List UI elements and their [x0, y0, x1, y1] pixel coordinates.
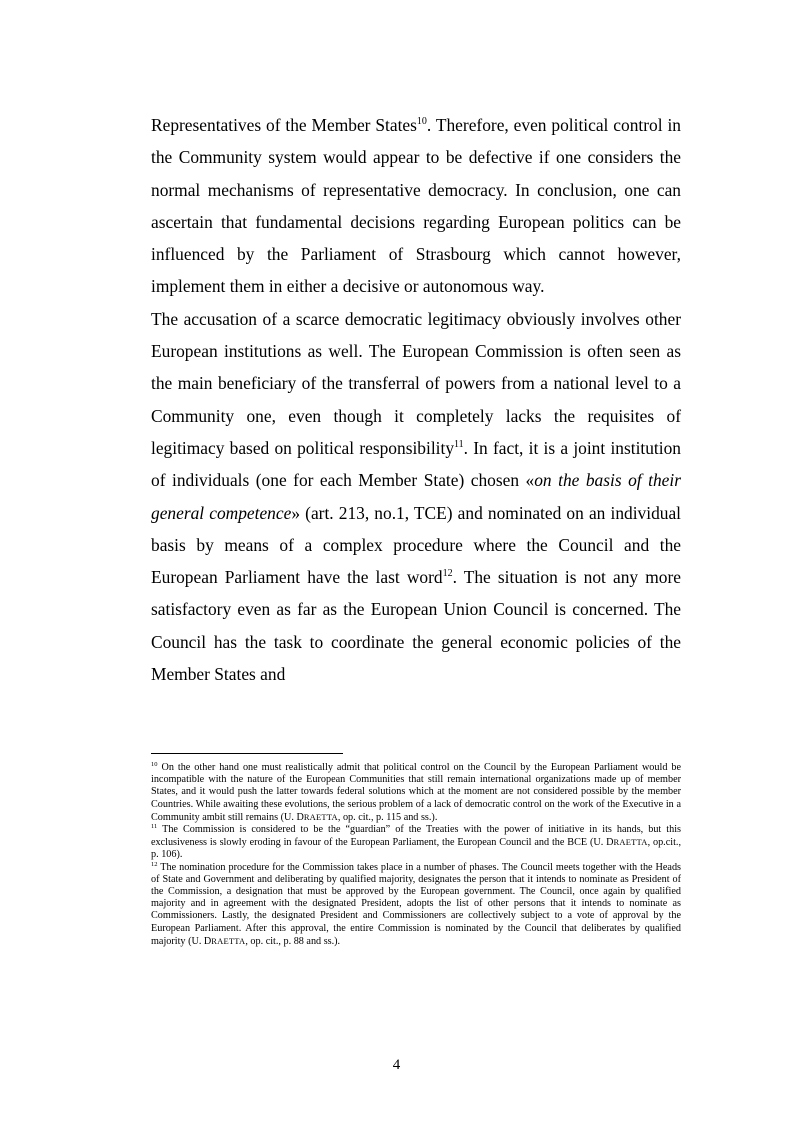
body-text — [151, 109, 681, 690]
footnotes — [151, 762, 681, 948]
quoted-phrase: on the basis of their general competence — [151, 470, 681, 523]
footnote-ref-10[interactable]: 10 — [416, 116, 427, 127]
footnote-12: $^{12}$ The nomination procedure for the Commission takes place in a number of phases. The Council meets together with the Heads of State and Government and deliberating by qualified majority, designates the person that it intends to nominate as President of the Commission, a designation that must be approved by the European government. The Council, once again by qualified majority and in agreement with the designated President, adopts the list of other persons that it intends to nominate as Commissioners. Lastly, the designated President and Commissioners are collectively subject to a vote of approval by the European Parliament. After this approval, the entire Commission is nominated by the Council that deliberates by qualified majority (U. DRAETTA, op. cit., p. 88 and ss.). — [151, 860, 681, 947]
paragraph-1: Representatives of the Member States$^{10}$. Therefore, even political control in the Community system would appear to be defective if one considers the normal mechanisms of representative democracy. In conclusion, one can ascertain that fundamental decisions regarding European politics can be influenced by the Parliament of Strasbourg which cannot however, implement them in either a decisive or autonomous way. — [151, 115, 681, 297]
page-number: 4 — [392, 1057, 401, 1073]
footnote-ref-11[interactable]: 11 — [454, 438, 464, 450]
footnote-separator — [151, 753, 343, 754]
footnote-10: $^{10}$ On the other hand one must realistically admit that political control on the Council by the European Parliament would be incompatible with the nature of the European Communities that still remain international organizations made up of member States, and it would push the latter towards federal solutions which at the moment are not considered possible by the member Countries. While awaiting these evolutions, the serious problem of a lack of democratic control on the work of the Executive in a Community ambit still remains (U. DRAETTA, op. cit., p. 115 and ss.). — [151, 761, 681, 823]
paragraph-2: The accusation of a scarce democratic legitimacy obviously involves other European institutions as well. The European Commission is often seen as the main beneficiary of the transferral of powers from a national level to a Community one, even though it completely lacks the requisites of legitimacy based on political responsibility$^{11}$. In fact, it is a joint institution of individuals (one for each Member State) chosen «on the basis of their general competence» (art. 213, no.1, TCE) and nominated on an individual basis by means of a complex procedure where the Council and the European Parliament have the last word$^{12}$. The situation is not any more satisfactory even as far as the European Union Council is concerned. The Council has the task to coordinate the general economic policies of the Member States and — [151, 308, 682, 685]
footnote-ref-12[interactable]: 12 — [442, 568, 453, 580]
footnote-11: $^{11}$ The Commission is considered to be the “guardian” of the Treaties with the power of initiative in its hands, but this exclusiveness is slowly eroding in favour of the European Parliament, the European Council and the BCE (U. DRAETTA, op.cit., p. 106). — [151, 823, 681, 861]
